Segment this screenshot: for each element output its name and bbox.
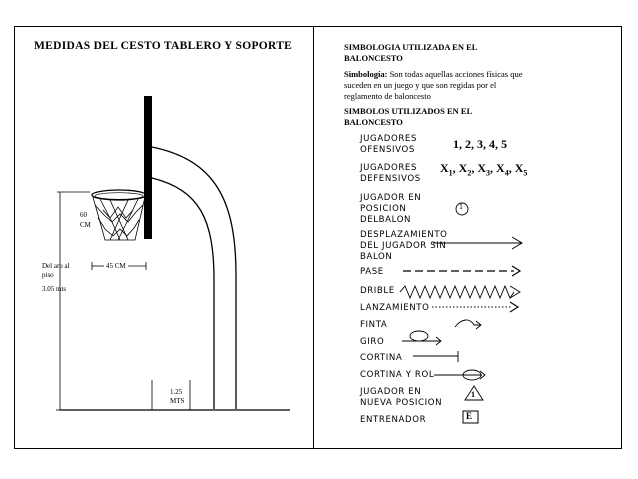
support-label-line2: MTS [170, 397, 185, 405]
move-label-line2: DEL JUGADOR SIN [360, 241, 447, 251]
offensive-symbols: 1, 2, 3, 4, 5 [453, 137, 507, 151]
width-label: 45 CM [106, 262, 126, 270]
definition-line2: suceden en un juego y que son regidas por el [344, 80, 497, 90]
offensive-label-line2: OFENSIVOS [360, 145, 415, 155]
left-title: MEDIDAS DEL CESTO TABLERO Y SOPORTE [34, 40, 293, 52]
move-label-line1: DESPLAZAMIENTO [360, 230, 448, 240]
defensive-label-line1: JUGADORES [360, 163, 418, 173]
ball-position-number: 1 [459, 202, 463, 211]
definition-line3: reglamento de baloncesto [344, 91, 431, 101]
move-label-line3: BALON [360, 252, 393, 262]
shot-label: LANZAMIENTO [360, 303, 430, 313]
pass-arrow-icon [403, 266, 520, 276]
pass-label: PASE [360, 267, 384, 277]
offensive-label-line1: JUGADORES [360, 134, 418, 144]
new-position-number: 1 [471, 390, 475, 399]
screen-icon [413, 351, 458, 362]
fake-label: FINTA [360, 320, 388, 330]
coach-letter: E [466, 411, 473, 421]
new-position-label-line1: JUGADOR EN [360, 387, 422, 397]
shot-arrow-icon [432, 302, 518, 312]
fake-icon [455, 320, 481, 329]
turn-label: GIRO [360, 337, 385, 347]
rim-height-label-bottom: CM [80, 221, 91, 229]
floor-label-line2: piso [42, 271, 54, 279]
defensive-label-line2: DEFENSIVOS [360, 174, 421, 184]
symbology-heading-line2: BALONCESTO [344, 53, 403, 63]
floor-height-value: 3.05 mts [42, 285, 67, 293]
ball-label-line2: POSICION [360, 204, 407, 214]
defensive-symbols: $X_1$, $X_2$, $X_3$, $X_4$, $X_5$ [440, 161, 528, 178]
coach-label: ENTRENADOR [360, 415, 427, 425]
ball-label-line1: JUGADOR EN [360, 193, 422, 203]
floor-label-line1: Del aro al [42, 262, 70, 270]
screen-roll-icon [434, 370, 485, 380]
ball-label-line3: DELBALON [360, 215, 412, 225]
dribble-label: DRIBLE [360, 286, 395, 296]
movement-arrow-icon [433, 237, 522, 249]
rim-height-label-top: 60 [80, 211, 87, 219]
screen-roll-label: CORTINA Y ROL [360, 370, 435, 380]
turn-icon [402, 331, 441, 345]
support-label-line1: 1.25 [170, 388, 183, 396]
new-position-label-line2: NUEVA POSICION [360, 398, 443, 408]
dribble-arrow-icon [400, 286, 520, 298]
symbology-heading-line1: SIMBOLOGIA UTILIZADA EN EL [344, 42, 478, 52]
screen-label: CORTINA [360, 353, 403, 363]
symbols-heading-line2: BALONCESTO [344, 117, 403, 127]
definition-line1: Simbología: Son todas aquellas acciones físicas que [344, 69, 523, 79]
symbols-heading-line1: SIMBOLOS UTILIZADOS EN EL [344, 106, 473, 116]
